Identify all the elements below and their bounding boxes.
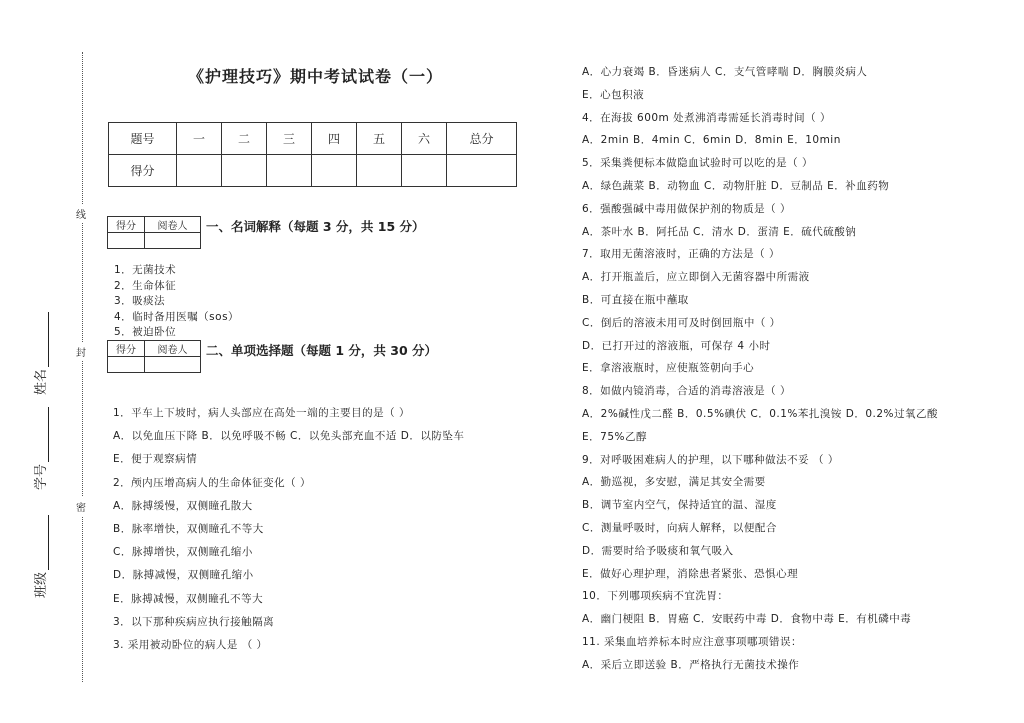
score-header: 题号	[109, 123, 177, 155]
question-line: 8．如做内镜消毒，合适的消毒溶液是（ ）	[582, 385, 792, 398]
seal-mark: 线	[76, 204, 86, 223]
list-item: 3．吸痰法	[114, 295, 166, 307]
score-header: 三	[267, 123, 312, 155]
score-cell[interactable]	[267, 155, 312, 187]
question-line: B．可直接在瓶中蘸取	[582, 293, 689, 306]
question-line: 7．取用无菌溶液时，正确的方法是（ ）	[582, 248, 781, 261]
question-line: A．茶叶水 B．阿托品 C．清水 D．蛋清 E．硫代硫酸钠	[582, 225, 857, 238]
question-line: E．便于观察病情	[113, 453, 198, 466]
score-header: 一	[177, 123, 222, 155]
score-cell[interactable]	[222, 155, 267, 187]
right-questions	[582, 61, 938, 677]
question-line: 9．对呼吸困难病人的护理，以下哪种做法不妥 （ ）	[582, 453, 839, 466]
score-header: 五	[357, 123, 402, 155]
student-id-field[interactable]	[30, 407, 49, 490]
class-label: 班级	[34, 571, 49, 598]
question-line: E．做好心理护理，消除患者紧张、恐惧心理	[582, 567, 799, 580]
question-line: A．以免血压下降 B．以免呼吸不畅 C．以免头部充血不适 D．以防坠车	[113, 430, 465, 443]
question-line: A．2min B．4min C．6min D．8min E．10min	[582, 134, 841, 147]
section-title: 一、名词解释（每题 3 分，共 15 分）	[206, 219, 425, 234]
question-line: D．已打开过的溶液瓶，可保存 4 小时	[582, 339, 771, 352]
page-title: 《护理技巧》期中考试试卷（一）	[188, 67, 444, 86]
name-line	[35, 312, 49, 367]
question-line: 10．下列哪项疾病不宜洗胃：	[582, 590, 729, 603]
term-list	[114, 263, 239, 341]
grader-cell[interactable]	[108, 233, 145, 249]
binding-dotted-line	[82, 52, 83, 682]
question-line: A．2%碱性戊二醛 B．0.5%碘伏 C．0.1%苯扎溴铵 D．0.2%过氧乙酸	[582, 407, 938, 420]
question-line: E．心包积液	[582, 88, 645, 101]
list-item: 4．临时备用医嘱（sos）	[114, 310, 240, 323]
question-line: 2．颅内压增高病人的生命体征变化（ ）	[113, 476, 312, 489]
student-id-label: 学号	[34, 463, 49, 490]
question-line: D．需要时给予吸痰和氧气吸入	[582, 544, 734, 557]
question-line: A．打开瓶盖后，应立即倒入无菌容器中所需液	[582, 271, 810, 284]
question-line: 6．强酸强碱中毒用做保护剂的物质是（ ）	[582, 202, 792, 215]
grader-header: 得分	[108, 217, 145, 233]
question-line: 1．平车上下坡时，病人头部应在高处一端的主要目的是（ ）	[113, 407, 411, 419]
score-header: 四	[312, 123, 357, 155]
grader-header: 阅卷人	[145, 217, 201, 233]
class-line	[35, 515, 49, 570]
score-header: 总分	[447, 123, 517, 155]
score-cell[interactable]	[447, 155, 517, 187]
question-line: C．倒后的溶液未用可及时倒回瓶中（ ）	[582, 316, 781, 329]
question-line: 4．在海拔 600m 处煮沸消毒需延长消毒时间（ ）	[582, 111, 831, 124]
grader-table	[107, 216, 201, 249]
score-cell[interactable]	[402, 155, 447, 187]
question-line: 5．采集粪便标本做隐血试验时可以吃的是（ ）	[582, 157, 814, 170]
question-line: D．脉搏减慢，双侧瞳孔缩小	[113, 569, 254, 582]
grader-header: 阅卷人	[145, 341, 201, 357]
question-line: E．75%乙醇	[582, 430, 647, 443]
question-line: 11. 采集血培养标本时应注意事项哪项错误：	[582, 635, 803, 648]
score-cell[interactable]	[357, 155, 402, 187]
question-line: E．拿溶液瓶时，应使瓶签朝向手心	[582, 362, 755, 375]
score-header: 六	[402, 123, 447, 155]
grader-header: 得分	[108, 341, 145, 357]
left-questions	[113, 402, 464, 657]
score-cell[interactable]	[312, 155, 357, 187]
question-line: A．勤巡视，多安慰，满足其安全需要	[582, 476, 766, 489]
question-line: 3. 采用被动卧位的病人是 （ ）	[113, 639, 268, 652]
question-line: A．采后立即送验 B．严格执行无菌技术操作	[582, 658, 800, 671]
question-line: E．脉搏减慢，双侧瞳孔不等大	[113, 592, 264, 605]
question-line: A．脉搏缓慢，双侧瞳孔散大	[113, 499, 253, 512]
grader-cell[interactable]	[145, 233, 201, 249]
question-line: A．幽门梗阻 B．胃癌 C．安眠药中毒 D．食物中毒 E．有机磷中毒	[582, 613, 912, 626]
name-label: 姓名	[34, 368, 49, 395]
name-field[interactable]	[30, 312, 49, 395]
grader-cell[interactable]	[108, 357, 145, 373]
question-line: A．绿色蔬菜 B．动物血 C．动物肝脏 D．豆制品 E．补血药物	[582, 179, 890, 192]
score-cell[interactable]	[177, 155, 222, 187]
score-table	[108, 122, 517, 187]
question-line: A．心力衰竭 B．昏迷病人 C．支气管哮喘 D．胸膜炎病人	[582, 66, 868, 78]
grader-cell[interactable]	[145, 357, 201, 373]
section-title: 二、单项选择题（每题 1 分，共 30 分）	[206, 343, 438, 358]
question-line: C．测量呼吸时，向病人解释，以便配合	[582, 521, 777, 534]
list-item: 1．无菌技术	[114, 264, 177, 276]
question-line: 3．以下那种疾病应执行接触隔离	[113, 615, 275, 628]
seal-mark: 密	[76, 497, 86, 516]
student-id-line	[35, 407, 49, 462]
seal-mark: 封	[76, 342, 86, 361]
score-row-label: 得分	[109, 155, 177, 187]
list-item: 5．被迫卧位	[114, 326, 177, 338]
list-item: 2．生命体征	[114, 279, 177, 292]
question-line: B．脉率增快，双侧瞳孔不等大	[113, 523, 264, 536]
grader-table	[107, 340, 201, 373]
question-line: B．调节室内空气，保持适宜的温、湿度	[582, 499, 777, 512]
question-line: C．脉搏增快，双侧瞳孔缩小	[113, 546, 253, 559]
score-header: 二	[222, 123, 267, 155]
class-field[interactable]	[30, 515, 49, 598]
